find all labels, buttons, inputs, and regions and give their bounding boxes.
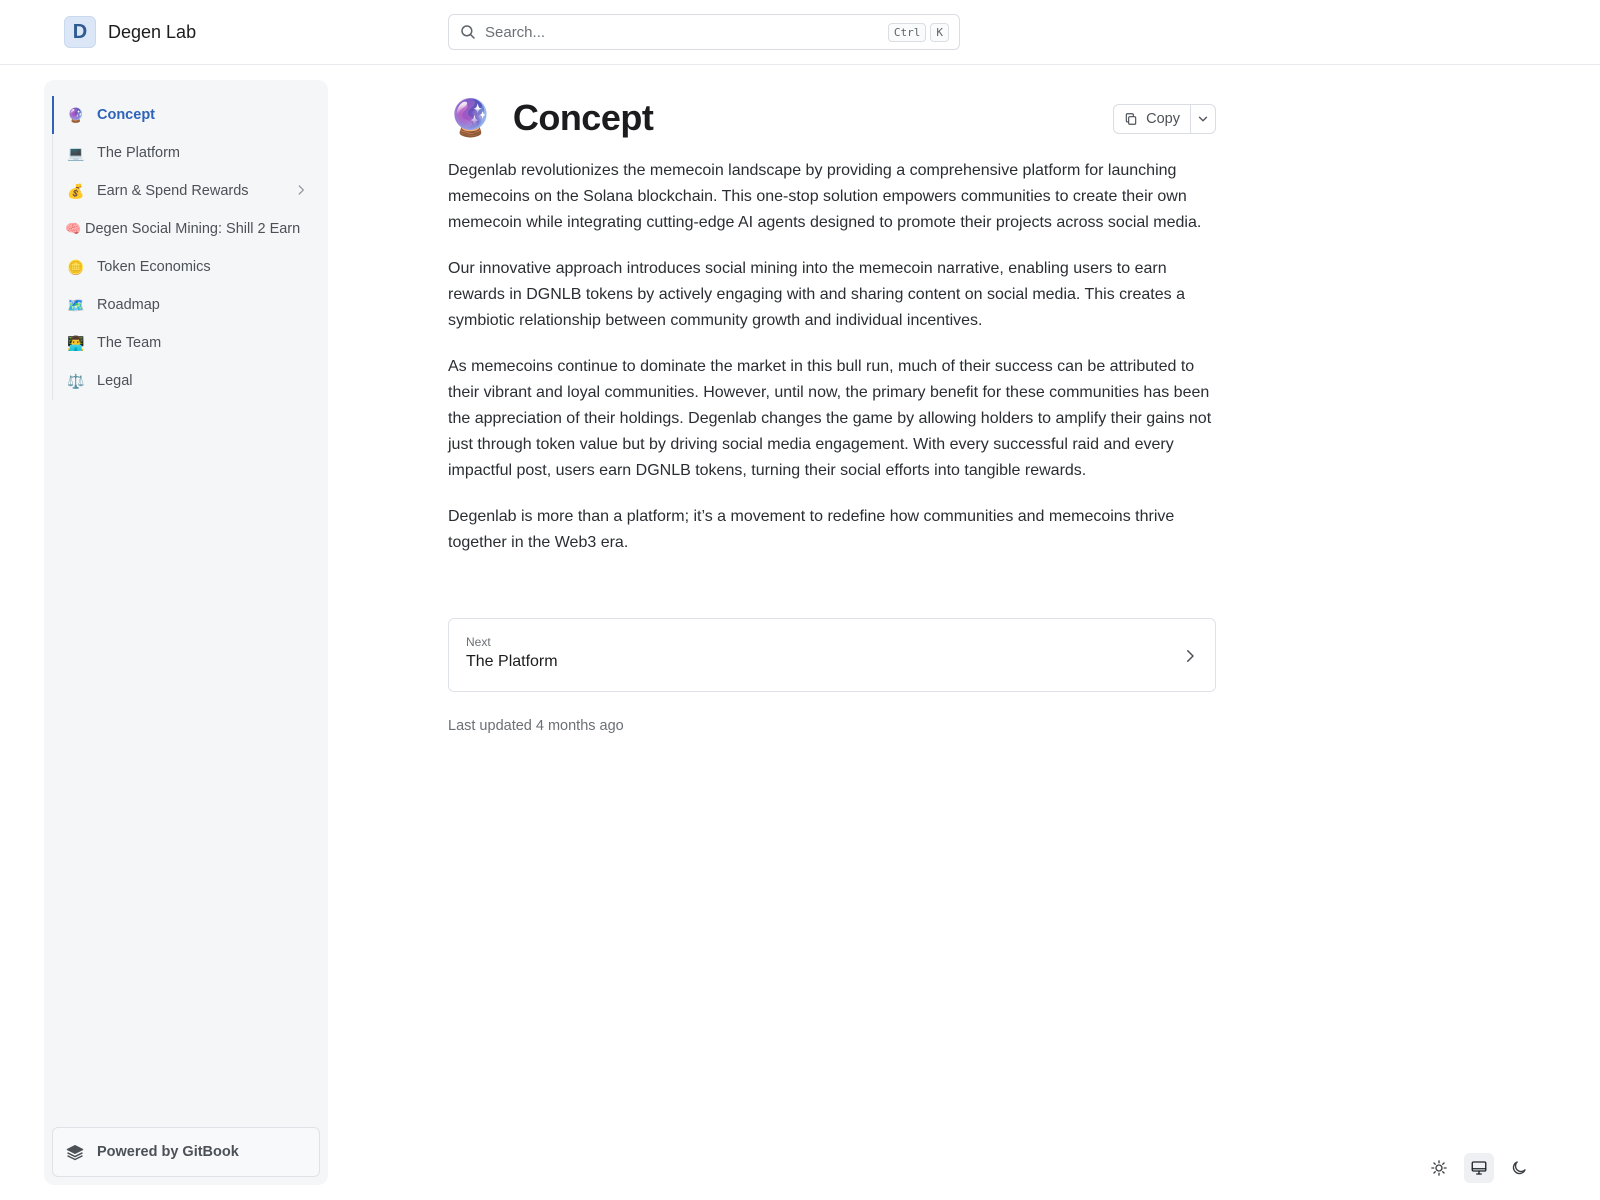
paragraph: Degenlab is more than a platform; it’s a movement to redefine how communities and memecoins thrive together in the Web3 era. (448, 508, 1175, 551)
search-icon (459, 23, 477, 41)
powered-by-label: Powered by GitBook (97, 1144, 239, 1160)
gitbook-icon (65, 1142, 85, 1162)
paragraph: As memecoins continue to dominate the market in this bull run, much of their success can be attributed to their vibrant and loyal communities. However, until now, the primary benefit for these communities has been the appreciation of their holdings. Degenlab changes the game by allowing holders to amplify their gains not just through token value but by driving social media engagement. With every successful raid and every impactful post, users earn DGNLB tokens, turning their social efforts into tangible rewards. (448, 358, 1212, 479)
sidebar-item-the-platform[interactable] (53, 134, 320, 172)
top-header (0, 0, 1600, 65)
search-placeholder[interactable]: Search... (485, 23, 546, 41)
sun-icon (1430, 1159, 1448, 1177)
sidebar-item-label: Roadmap (97, 297, 160, 313)
sidebar (44, 80, 328, 1185)
sidebar-item-label: The Team (97, 335, 162, 351)
sidebar-item-roadmap[interactable] (53, 286, 320, 324)
chevron-right-icon[interactable] (294, 183, 308, 197)
sidebar-item-legal[interactable] (53, 362, 320, 400)
theme-switcher (1424, 1153, 1534, 1183)
copy-label: Copy (1146, 111, 1180, 127)
brand-name[interactable]: Degen Lab (108, 21, 197, 42)
page-header (448, 96, 1216, 140)
paragraph: Degenlab revolutionizes the memecoin landscape by providing a comprehensive platform for launching memecoins on the Solana blockchain. This one-stop solution empowers communities to create their own memecoin while integrating cutting-edge AI agents designed to promote their projects across social media. (448, 162, 1202, 231)
copy-icon (1124, 112, 1138, 126)
monitor-icon (1470, 1159, 1488, 1177)
sidebar-nav (52, 96, 320, 400)
brand-logo[interactable]: D (64, 16, 96, 48)
paragraph: Our innovative approach introduces social mining into the memecoin narrative, enabling users to earn rewards in DGNLB tokens by actively engaging with and sharing content on social media. This creates a symbiotic relationship between community growth and individual incentives. (448, 260, 1185, 329)
sidebar-item-label: Earn & Spend Rewards (97, 183, 249, 199)
page-title: Concept (512, 97, 654, 138)
copy-options-button[interactable] (1191, 105, 1215, 133)
sidebar-item-label: Token Economics (97, 259, 211, 275)
moon-icon (1510, 1159, 1528, 1177)
sidebar-item-label: The Platform (97, 145, 180, 161)
crystal-ball-icon: 🔮 (67, 106, 85, 123)
page-body (448, 158, 1216, 556)
powered-by-gitbook-link[interactable] (52, 1127, 320, 1177)
technologist-icon: 👨‍💻 (67, 334, 85, 351)
sidebar-item-concept[interactable] (53, 96, 320, 134)
shortcut-key-k: K (930, 23, 949, 42)
sidebar-item-label: Degen Social Mining: Shill 2 Earn (85, 221, 301, 237)
laptop-icon: 💻 (67, 144, 85, 161)
coin-icon: 🪙 (67, 258, 85, 275)
dark-theme-button[interactable] (1504, 1153, 1534, 1183)
next-label: Next (466, 635, 491, 649)
sidebar-item-the-team[interactable] (53, 324, 320, 362)
copy-button[interactable] (1114, 105, 1191, 133)
chevron-down-icon (1196, 112, 1210, 126)
chevron-right-icon (1181, 647, 1199, 665)
sidebar-item-earn-spend-rewards[interactable] (53, 172, 320, 210)
sidebar-item-label: Concept (97, 107, 155, 123)
sidebar-item-token-economics[interactable] (53, 248, 320, 286)
light-theme-button[interactable] (1424, 1153, 1454, 1183)
system-theme-button[interactable] (1464, 1153, 1494, 1183)
main-content (448, 96, 1216, 734)
next-page-title: The Platform (466, 653, 558, 670)
map-icon: 🗺️ (67, 296, 85, 313)
crystal-ball-icon: 🔮 (448, 97, 493, 138)
scales-icon: ⚖️ (67, 372, 85, 389)
sidebar-item-degen-social-mining[interactable] (53, 210, 320, 248)
search-input[interactable] (448, 14, 960, 50)
money-bag-icon: 💰 (67, 182, 85, 199)
sidebar-item-label: Legal (97, 373, 133, 389)
copy-button-group (1113, 104, 1216, 134)
brain-icon: 🧠 (65, 221, 82, 236)
shortcut-key-ctrl: Ctrl (888, 23, 927, 42)
brand[interactable] (64, 16, 196, 48)
last-updated: Last updated 4 months ago (448, 718, 624, 734)
next-page-link[interactable] (448, 618, 1216, 692)
